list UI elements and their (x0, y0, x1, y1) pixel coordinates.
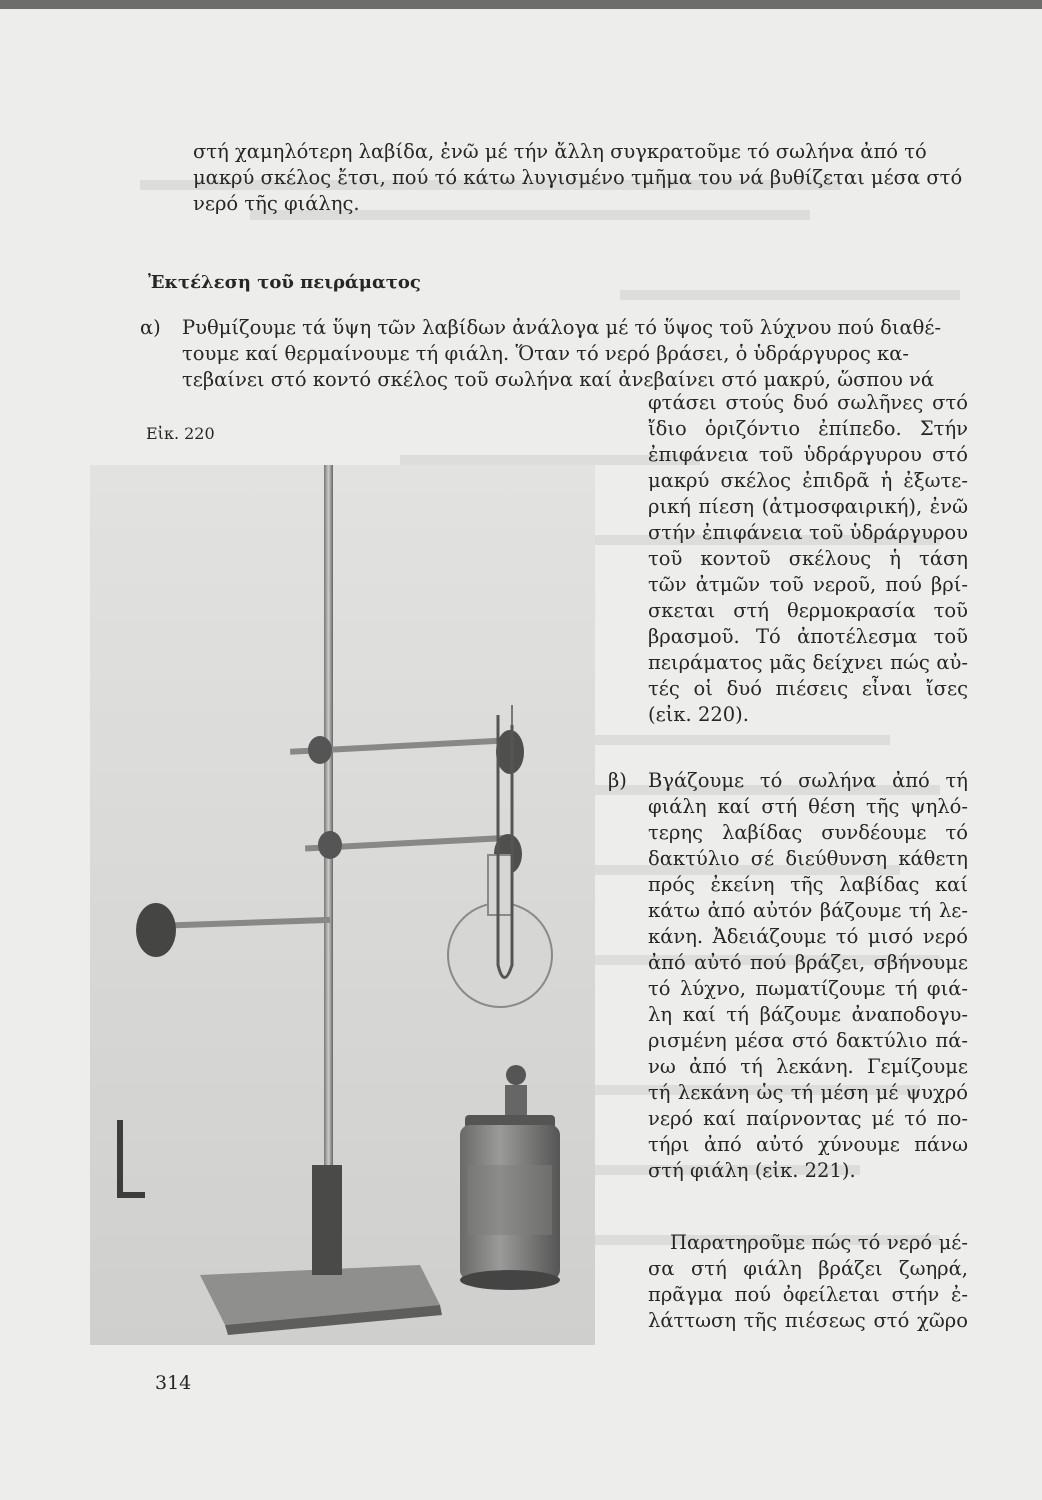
page-number: 314 (155, 1372, 192, 1394)
step-b-column (648, 768, 968, 1184)
step-b-label: β) (608, 769, 627, 792)
step-a-col-line-5: ρική πίεση (ἀτμοσφαιρική), ἐνῶ (648, 495, 968, 518)
figure-caption: Εἰκ. 220 (146, 424, 215, 443)
step-a-line-3: τεβαίνει στό κοντό σκέλος τοῦ σωλήνα καί ἀνεβαίνει στό μακρύ, ὥσπου νά (182, 368, 935, 391)
intro-line-1: στή χαμηλότερη λαβίδα, ἐνῶ μέ τήν ἄλλη συγκρατοῦμε τό σωλήνα ἀπό τό (193, 140, 927, 163)
step-a-col-line-1: φτάσει στούς δυό σωλῆνες στό (648, 391, 968, 414)
step-a-col-line-13: (εἰκ. 220). (648, 703, 749, 726)
step-b-line-4: δακτύλιο σέ διεύθυνση κάθετη (648, 847, 968, 870)
step-b-line-11: ρισμένη μέσα στό δακτύλιο πά- (648, 1029, 968, 1052)
paragraph-c-column (648, 1230, 968, 1334)
step-a-col-line-12: τές οἱ δυό πιέσεις εἶναι ἴσες (648, 677, 968, 700)
step-a-col-line-11: πειράματος μᾶς δείχνει πώς αὐ- (648, 651, 968, 674)
apparatus-photo (90, 465, 595, 1345)
step-a-col-line-9: σκεται στή θερμοκρασία τοῦ (648, 599, 968, 622)
paragraph-c-line-3: πρᾶγμα πού ὀφείλεται στήν ἐ- (648, 1283, 968, 1306)
step-b-line-16: στή φιάλη (εἰκ. 221). (648, 1159, 856, 1182)
paragraph-c-line-2: σα στή φιάλη βράζει ζωηρά, (648, 1257, 968, 1280)
step-a-label: α) (140, 316, 161, 339)
step-a-col-line-2: ἴδιο ὁριζόντιο ἐπίπεδο. Στήν (648, 417, 968, 440)
step-b-line-1: Βγάζουμε τό σωλήνα ἀπό τή (648, 769, 968, 792)
step-a-col-line-3: ἐπιφάνεια τοῦ ὑδράργυρου στό (648, 443, 968, 466)
step-a-col-line-8: τῶν ἀτμῶν τοῦ νεροῦ, πού βρί- (648, 573, 968, 596)
paragraph-c-line-1: Παρατηροῦμε πώς τό νερό μέ- (670, 1231, 968, 1254)
step-a-col-line-7: τοῦ κοντοῦ σκέλους ἡ τάση (648, 547, 968, 570)
step-a-line-1: Ρυθμίζουμε τά ὕψη τῶν λαβίδων ἀνάλογα μέ τό ὕψος τοῦ λύχνου πού διαθέ- (182, 316, 942, 339)
step-b-line-10: λη καί τή βάζουμε ἀναποδογυ- (648, 1003, 968, 1026)
step-b-line-12: νω ἀπό τή λεκάνη. Γεμίζουμε (648, 1055, 968, 1078)
section-heading: Ἐκτέλεση τοῦ πειράματος (148, 272, 421, 293)
intro-line-3: νερό τῆς φιάλης. (193, 192, 360, 215)
step-b-line-8: ἀπό αὐτό πού βράζει, σβήνουμε (648, 951, 968, 974)
apparatus-illustration (90, 465, 595, 1345)
step-a-line-2: τουμε καί θερμαίνουμε τή φιάλη. Ὅταν τό νερό βράσει, ὁ ὑδράργυρος κα- (182, 342, 910, 365)
scan-top-edge (0, 0, 1042, 9)
step-a-col-line-6: στήν ἐπιφάνεια τοῦ ὑδράργυρου (648, 521, 968, 544)
step-b-line-15: τήρι ἀπό αὐτό χύνουμε πάνω (648, 1133, 968, 1156)
step-a-col-line-10: βρασμοῦ. Τό ἀποτέλεσμα τοῦ (648, 625, 968, 648)
step-b-line-7: κάνη. Ἀδειάζουμε τό μισό νερό (648, 925, 968, 948)
step-b-line-6: κάτω ἀπό αὐτόν βάζουμε τή λε- (648, 899, 968, 922)
right-column (648, 390, 968, 728)
step-b-line-14: νερό καί παίρνοντας μέ τό πο- (648, 1107, 968, 1130)
step-b-line-13: τή λεκάνη ὡς τή μέση μέ ψυχρό (648, 1081, 968, 1104)
step-b-line-2: φιάλη καί στή θέση τῆς ψηλό- (648, 795, 968, 818)
paragraph-c-line-4: λάττωση τῆς πιέσεως στό χῶρο (648, 1309, 968, 1332)
step-b-line-9: τό λύχνο, πωματίζουμε τή φιά- (648, 977, 968, 1000)
intro-line-2: μακρύ σκέλος ἔτσι, πού τό κάτω λυγισμένο τμῆμα του νά βυθίζεται μέσα στό (193, 166, 963, 189)
step-a-col-line-4: μακρύ σκέλος ἐπιδρᾶ ἡ ἐξωτε- (648, 469, 968, 492)
step-b-line-3: τερης λαβίδας συνδέουμε τό (648, 821, 968, 844)
step-b-line-5: πρός ἐκείνη τῆς λαβίδας καί (648, 873, 968, 896)
